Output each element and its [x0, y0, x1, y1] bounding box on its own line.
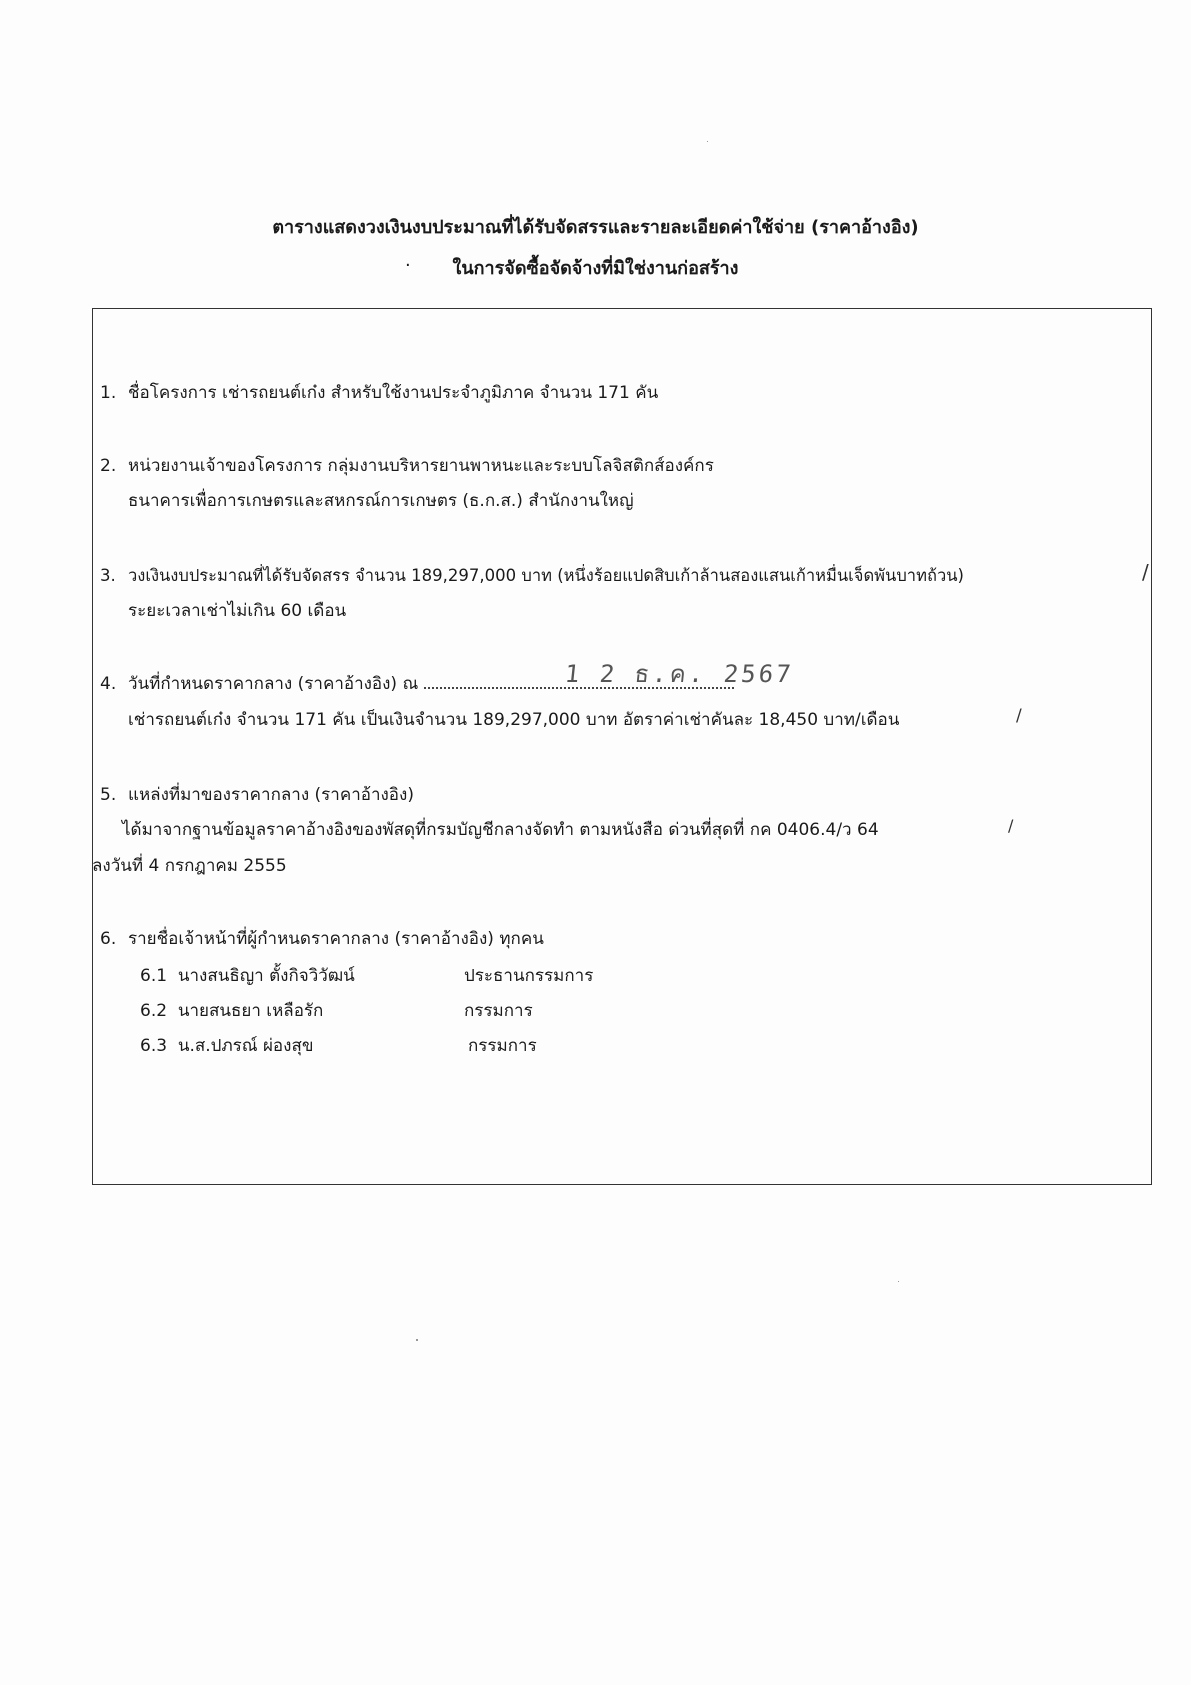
item-1-text: ชื่อโครงการ เช่ารถยนต์เก๋ง สำหรับใช้งานประจำภูมิภาค จำนวน 171 คัน: [128, 383, 659, 403]
item-4-text-line1: วันที่กำหนดราคากลาง (ราคาอ้างอิง) ณ: [128, 674, 419, 694]
item-6-number: 6.: [100, 929, 117, 949]
item-2-text-line1: หน่วยงานเจ้าของโครงการ กลุ่มงานบริหารยานพาหนะและระบบโลจิสติกส์องค์กร: [128, 456, 714, 476]
scan-speck: [898, 1281, 899, 1282]
committee-role: กรรมการ: [468, 1036, 537, 1056]
item-2-number: 2.: [100, 456, 117, 476]
document-title-line2: ในการจัดซื้อจัดจ้างที่มิใช่งานก่อสร้าง: [452, 258, 739, 279]
title-margin-dot: ·: [405, 255, 411, 276]
check-mark-icon: /: [1008, 816, 1014, 835]
item-2-line1: [100, 454, 714, 478]
item-6-heading-text: รายชื่อเจ้าหน้าที่ผู้กำหนดราคากลาง (ราคาอ้างอิง) ทุกคน: [128, 929, 544, 949]
committee-index: 6.1: [140, 966, 168, 986]
committee-name: นายสนธยา เหลือรัก: [177, 1001, 324, 1021]
item-3-line1: [100, 564, 964, 588]
check-mark-icon: /: [1016, 706, 1022, 726]
scan-speck: [707, 141, 708, 142]
item-5-line1: [100, 783, 414, 807]
item-4-number: 4.: [100, 674, 117, 694]
item-5-number: 5.: [100, 785, 117, 805]
committee-role: ประธานกรรมการ: [464, 966, 594, 986]
item-1: [100, 381, 658, 405]
item-5-text-line1: แหล่งที่มาของราคากลาง (ราคาอ้างอิง): [128, 785, 414, 805]
item-6-heading: [100, 927, 544, 951]
check-mark-icon: /: [1142, 560, 1149, 584]
item-3-text-line2: ระยะเวลาเช่าไม่เกิน 60 เดือน: [128, 601, 347, 621]
committee-name: น.ส.ปภรณ์ ผ่องสุข: [177, 1036, 314, 1056]
item-4-text-line2: เช่ารถยนต์เก๋ง จำนวน 171 คัน เป็นเงินจำนวน 189,297,000 บาท อัตราค่าเช่าคันละ 18,450 บาท/เดือน: [128, 710, 900, 730]
committee-name: นางสนธิญา ตั้งกิจวิวัฒน์: [177, 966, 355, 986]
committee-role: กรรมการ: [464, 1001, 533, 1021]
item-5-text-line2: ได้มาจากฐานข้อมูลราคาอ้างอิงของพัสดุที่กรมบัญชีกลางจัดทำ ตามหนังสือ ด่วนที่สุดที่ กค 0406.4/ว 64: [122, 820, 879, 840]
item-3-text-line1: วงเงินงบประมาณที่ได้รับจัดสรร จำนวน 189,297,000 บาท (หนึ่งร้อยแปดสิบเก้าล้านสองแสนเก้าหมื่นเจ็ดพันบาทถ้วน): [128, 566, 964, 585]
scan-speck: [416, 1339, 418, 1341]
committee-index: 6.2: [140, 1001, 168, 1021]
item-3-number: 3.: [100, 566, 116, 585]
item-1-number: 1.: [100, 383, 117, 403]
item-2-text-line2: ธนาคารเพื่อการเกษตรและสหกรณ์การเกษตร (ธ.ก.ส.) สำนักงานใหญ่: [128, 491, 634, 511]
item-5-text-line3: ลงวันที่ 4 กรกฎาคม 2555: [92, 856, 287, 876]
document-title-line1: ตารางแสดงวงเงินงบประมาณที่ได้รับจัดสรรและรายละเอียดค่าใช้จ่าย (ราคาอ้างอิง): [272, 217, 919, 238]
committee-index: 6.3: [140, 1036, 168, 1056]
date-stamp: 1 2 ธ.ค. 2567: [563, 660, 796, 688]
